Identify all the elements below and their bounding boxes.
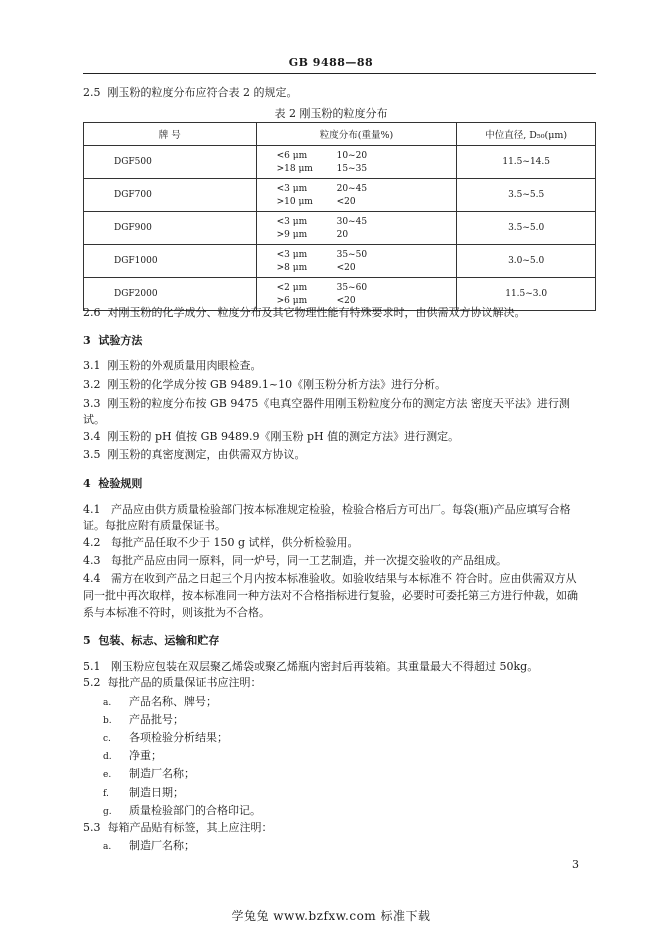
clause-3-3 [83, 396, 570, 411]
site-footer-watermark: 学兔兔 www.bzfxw.com 标准下载 [231, 909, 431, 923]
brand-cell: DGF2000 [84, 278, 257, 311]
clause-number: 3.1 [83, 359, 101, 372]
clause-number: 3.4 [83, 430, 101, 443]
size-range: <3 μm [276, 183, 308, 194]
list-text: 制造日期； [129, 786, 184, 799]
weight-percent: <20 [336, 262, 356, 273]
list-marker: d. [103, 752, 112, 762]
list-text: 制造厂名称； [129, 767, 195, 780]
median-diameter-cell: 3.0~5.0 [457, 245, 596, 278]
list-item [103, 785, 184, 802]
median-diameter-cell: 3.5~5.5 [457, 179, 596, 212]
clause-number: 3.3 [83, 397, 101, 410]
clause-text: 刚玉粉的粒度分布应符合表 2 的规定。 [107, 86, 298, 99]
table-row [84, 146, 596, 179]
size-range-line [277, 215, 457, 228]
size-range-line [277, 149, 457, 162]
clause-text: 产品应由供方质量检验部门按本标准规定检验，检验合格后方可出厂。每袋(瓶)产品应填写合格 [111, 503, 571, 516]
weight-percent: 35~50 [336, 249, 368, 260]
clause-number: 2.6 [83, 306, 101, 319]
clause-5-3 [83, 820, 273, 835]
header-rule [83, 73, 596, 74]
weight-percent: <20 [336, 196, 356, 207]
list-marker: e. [103, 770, 112, 780]
clause-text: 对刚玉粉的化学成分、粒度分布及其它物理性能有特殊要求时，由供需双方协议解决。 [107, 306, 526, 319]
particle-size-table [83, 122, 596, 311]
clause-3-5 [83, 447, 306, 462]
clause-text: 刚玉粉的外观质量用肉眼检查。 [107, 359, 262, 372]
clause-2-6 [83, 305, 526, 320]
clause-text: 刚玉粉的 pH 值按 GB 9489.9《刚玉粉 pH 值的测定方法》进行测定。 [107, 430, 460, 443]
list-item [103, 730, 228, 747]
size-range-line [277, 228, 457, 241]
clause-3-3-continued: 试。 [83, 413, 105, 426]
clause-text: 每箱产品贴有标签，其上应注明： [107, 821, 273, 834]
clause-number: 4.2 [83, 536, 101, 549]
clause-3-1 [83, 358, 262, 373]
page-number: 3 [572, 858, 579, 871]
clause-text: 刚玉粉的真密度测定，由供需双方协议。 [107, 448, 306, 461]
size-range-line [277, 261, 457, 274]
section-title: 检验规则 [98, 477, 143, 490]
list-marker: a. [103, 698, 112, 708]
clause-4-1 [83, 502, 571, 517]
clause-number: 2.5 [83, 86, 101, 99]
size-range-line [277, 248, 457, 261]
brand-cell: DGF1000 [84, 245, 257, 278]
weight-percent: 15~35 [336, 163, 368, 174]
list-item [103, 838, 195, 855]
clause-text: 刚玉粉的化学成分按 GB 9489.1~10《刚玉粉分析方法》进行分析。 [107, 378, 447, 391]
list-item [103, 803, 261, 820]
section-5-heading [83, 632, 219, 648]
clause-number: 3.5 [83, 448, 101, 461]
brand-cell: DGF900 [84, 212, 257, 245]
median-diameter-cell: 3.5~5.0 [457, 212, 596, 245]
clause-number: 4.4 [83, 572, 101, 585]
size-range: >6 μm [276, 295, 308, 306]
size-range: <3 μm [276, 216, 308, 227]
size-range-line [277, 162, 457, 175]
clause-number: 3.2 [83, 378, 101, 391]
weight-percent: 35~60 [336, 282, 368, 293]
list-marker: a. [103, 842, 112, 852]
size-range: >18 μm [276, 163, 313, 174]
list-marker: f. [103, 789, 109, 799]
size-range: >10 μm [276, 196, 313, 207]
weight-percent: 10~20 [336, 150, 368, 161]
size-range: <6 μm [276, 150, 308, 161]
section-3-heading [83, 332, 142, 348]
weight-percent: 20~45 [336, 183, 368, 194]
clause-4-1-line-2: 证。每批应附有质量保证书。 [83, 519, 226, 532]
table-caption: 表 2 刚玉粉的粒度分布 [274, 107, 388, 120]
weight-percent: 20 [336, 229, 349, 240]
standard-code-header: GB 9488—88 [288, 56, 374, 69]
list-text: 制造厂名称； [129, 839, 195, 852]
median-diameter-cell: 11.5~14.5 [457, 146, 596, 179]
size-range: >9 μm [276, 229, 308, 240]
section-number: 4 [83, 477, 91, 490]
size-distribution-cell [256, 179, 457, 212]
table-row [84, 245, 596, 278]
clause-5-1 [83, 659, 538, 674]
list-text: 产品名称、牌号； [129, 695, 217, 708]
clause-text: 刚玉粉的粒度分布按 GB 9475《电真空器件用刚玉粉粒度分布的测定方法 密度天平法》进行测 [107, 397, 570, 410]
clause-number: 4.3 [83, 554, 101, 567]
section-number: 5 [83, 634, 91, 647]
clause-text: 刚玉粉应包装在双层聚乙烯袋或聚乙烯瓶内密封后再装箱。其重量最大不得超过 50kg。 [111, 660, 539, 673]
weight-percent: 30~45 [336, 216, 368, 227]
list-text: 产品批号； [129, 713, 184, 726]
median-diameter-cell: 11.5~3.0 [457, 278, 596, 311]
table-row [84, 212, 596, 245]
list-marker: c. [103, 734, 111, 744]
brand-cell: DGF700 [84, 179, 257, 212]
clause-5-2 [83, 675, 262, 690]
size-distribution-cell [256, 212, 457, 245]
clause-number: 4.1 [83, 503, 101, 516]
list-text: 各项检验分析结果； [129, 731, 228, 744]
clause-text: 每批产品应由同一原料，同一炉号，同一工艺制造，并一次提交验收的产品组成。 [111, 554, 507, 567]
size-range-line [277, 195, 457, 208]
clause-text: 每批产品任取不少于 150 g 试样，供分析检验用。 [111, 536, 359, 549]
clause-4-4 [83, 571, 577, 586]
clause-4-4-line-2: 同一批中再次取样，按本标准同一种方法对不合格指标进行复验，必要时可委托第三方进行仲裁，如确 [83, 589, 578, 602]
clause-4-2 [83, 535, 359, 550]
size-range-line [277, 281, 457, 294]
weight-percent: <20 [336, 295, 356, 306]
size-range-line [277, 182, 457, 195]
section-title: 包装、标志、运输和贮存 [98, 634, 220, 647]
clause-2-5 [83, 85, 298, 100]
list-item [103, 694, 217, 711]
section-4-heading [83, 475, 142, 491]
list-text: 质量检验部门的合格印记。 [129, 804, 261, 817]
clause-4-3 [83, 553, 507, 568]
size-distribution-cell [256, 146, 457, 179]
clause-text: 需方在收到产品之日起三个月内按本标准验收。如验收结果与本标准不 符合时。应由供需双方从 [111, 572, 577, 585]
list-item [103, 748, 162, 765]
list-marker: b. [103, 716, 112, 726]
clause-number: 5.2 [83, 676, 101, 689]
section-number: 3 [83, 334, 91, 347]
clause-4-4-line-3: 系与本标准不符时，则该批为不合格。 [83, 606, 270, 619]
list-marker: g. [103, 807, 112, 817]
table-row [84, 179, 596, 212]
col-header-median: 中位直径, D₅₀(μm) [457, 123, 596, 146]
col-header-brand: 牌 号 [84, 123, 257, 146]
clause-number: 5.1 [83, 660, 101, 673]
list-item [103, 712, 184, 729]
list-item [103, 766, 195, 783]
size-distribution-cell [256, 245, 457, 278]
clause-text: 每批产品的质量保证书应注明： [107, 676, 262, 689]
size-range: >8 μm [276, 262, 308, 273]
size-range: <2 μm [276, 282, 308, 293]
clause-number: 5.3 [83, 821, 101, 834]
size-range: <3 μm [276, 249, 308, 260]
list-text: 净重； [129, 749, 162, 762]
brand-cell: DGF500 [84, 146, 257, 179]
clause-3-4 [83, 429, 459, 444]
col-header-size: 粒度分布(重量%) [256, 123, 457, 146]
clause-3-2 [83, 377, 446, 392]
section-title: 试验方法 [98, 334, 143, 347]
